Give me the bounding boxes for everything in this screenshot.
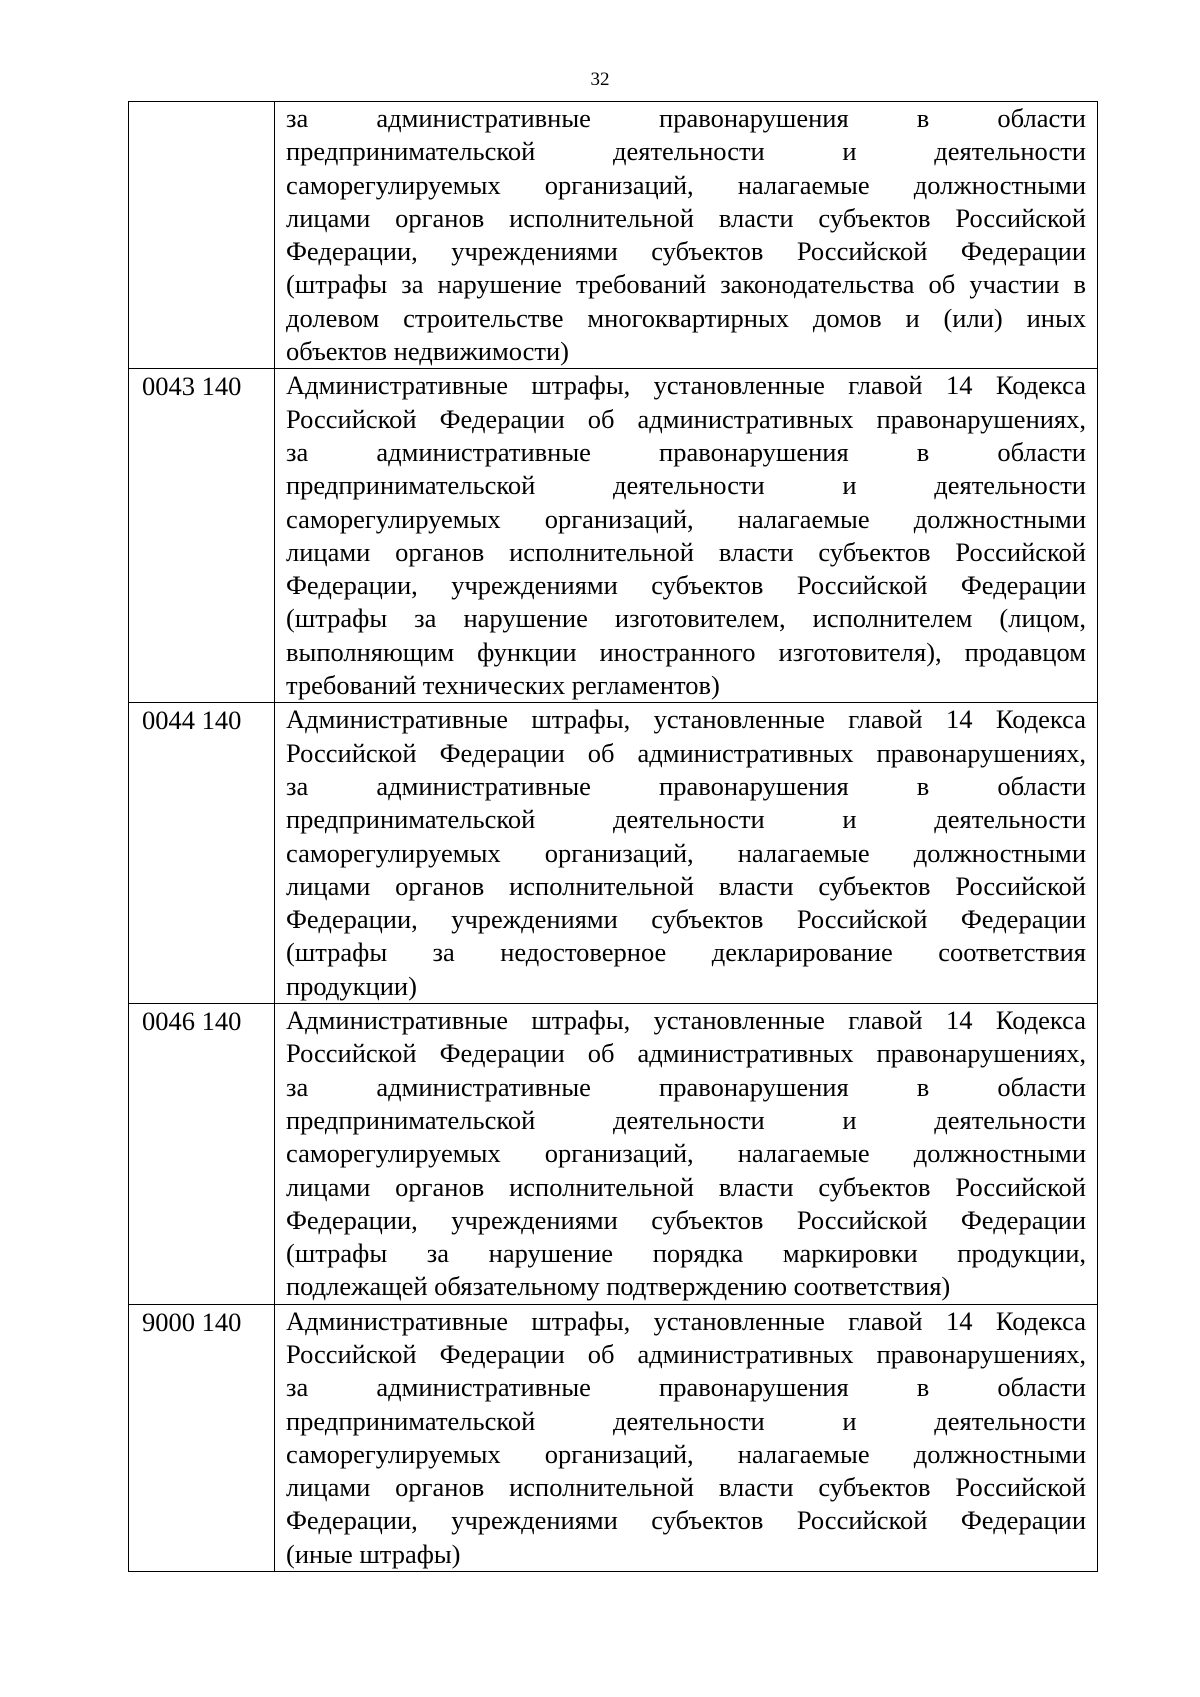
description-line: предпринимательской деятельности и деятельности — [286, 136, 1086, 167]
description-line: Федерации, учреждениями субъектов Российской Федерации — [286, 236, 1086, 267]
revenue-description-cell — [275, 1004, 1098, 1305]
description-line: Административные штрафы, установленные главой 14 Кодекса — [286, 1305, 1086, 1336]
revenue-description-cell — [275, 102, 1098, 369]
description-line: саморегулируемых организаций, налагаемые должностными — [286, 1138, 1086, 1169]
revenue-code-cell: 9000 140 — [129, 1304, 275, 1571]
description-line: лицами органов исполнительной власти субъектов Российской — [286, 536, 1086, 567]
description-line: (штрафы за недостоверное декларирование соответствия — [286, 937, 1086, 968]
description-line: саморегулируемых организаций, налагаемые должностными — [286, 169, 1086, 200]
description-line: Административные штрафы, установленные главой 14 Кодекса — [286, 370, 1086, 401]
description-line: за административные правонарушения в области — [286, 103, 1086, 133]
table-row — [129, 369, 1098, 703]
description-line: саморегулируемых организаций, налагаемые должностными — [286, 837, 1086, 868]
description-line: предпринимательской деятельности и деятельности — [286, 470, 1086, 501]
revenue-code-cell: 0046 140 — [129, 1004, 275, 1305]
description-line: (штрафы за нарушение порядка маркировки продукции, — [286, 1238, 1086, 1269]
description-line: выполняющим функции иностранного изготовителя), продавцом — [286, 636, 1086, 667]
table-row — [129, 703, 1098, 1004]
description-line: за административные правонарушения в области — [286, 770, 1086, 801]
description-line: саморегулируемых организаций, налагаемые должностными — [286, 503, 1086, 534]
description-line: предпринимательской деятельности и деятельности — [286, 1104, 1086, 1135]
revenue-description-cell — [275, 369, 1098, 703]
revenue-code-cell — [129, 102, 275, 369]
description-line: (штрафы за нарушение изготовителем, исполнителем (лицом, — [286, 603, 1086, 634]
description-line: требований технических регламентов) — [286, 670, 720, 701]
description-line: Федерации, учреждениями субъектов Российской Федерации — [286, 1505, 1086, 1536]
description-line: Федерации, учреждениями субъектов Российской Федерации — [286, 570, 1086, 601]
description-line: (штрафы за нарушение требований законодательства об участии в — [286, 269, 1086, 300]
table-body — [129, 102, 1098, 1572]
description-line: Российской Федерации об административных правонарушениях, — [286, 403, 1086, 434]
description-line: лицами органов исполнительной власти субъектов Российской — [286, 1472, 1086, 1503]
table-row — [129, 102, 1098, 369]
table-row — [129, 1004, 1098, 1305]
description-line: за административные правонарушения в области — [286, 1071, 1086, 1102]
description-line: Российской Федерации об административных правонарушениях, — [286, 737, 1086, 768]
description-line: Российской Федерации об административных правонарушениях, — [286, 1038, 1086, 1069]
description-line: Российской Федерации об административных правонарушениях, — [286, 1338, 1086, 1369]
revenue-code-cell: 0043 140 — [129, 369, 275, 703]
description-line: лицами органов исполнительной власти субъектов Российской — [286, 870, 1086, 901]
table-row — [129, 1304, 1098, 1571]
description-line: долевом строительстве многоквартирных домов и (или) иных — [286, 302, 1086, 333]
description-line: Административные штрафы, установленные главой 14 Кодекса — [286, 1005, 1086, 1036]
revenue-code-cell: 0044 140 — [129, 703, 275, 1004]
description-line: продукции) — [286, 970, 417, 1001]
description-line: лицами органов исполнительной власти субъектов Российской — [286, 202, 1086, 233]
description-line: предпринимательской деятельности и деятельности — [286, 804, 1086, 835]
description-line: (иные штрафы) — [286, 1538, 461, 1569]
classification-table — [128, 101, 1098, 1572]
description-line: лицами органов исполнительной власти субъектов Российской — [286, 1171, 1086, 1202]
description-line: Федерации, учреждениями субъектов Российской Федерации — [286, 1204, 1086, 1235]
description-line: Федерации, учреждениями субъектов Российской Федерации — [286, 904, 1086, 935]
revenue-description-cell — [275, 703, 1098, 1004]
description-line: за административные правонарушения в области — [286, 1372, 1086, 1403]
description-line: за административные правонарушения в области — [286, 436, 1086, 467]
description-line: саморегулируемых организаций, налагаемые должностными — [286, 1438, 1086, 1469]
revenue-description-cell — [275, 1304, 1098, 1571]
description-line: Административные штрафы, установленные главой 14 Кодекса — [286, 704, 1086, 735]
description-line: объектов недвижимости) — [286, 336, 569, 367]
page-number: 32 — [590, 69, 610, 90]
description-line: предпринимательской деятельности и деятельности — [286, 1405, 1086, 1436]
description-line: подлежащей обязательному подтверждению соответствия) — [286, 1271, 951, 1302]
